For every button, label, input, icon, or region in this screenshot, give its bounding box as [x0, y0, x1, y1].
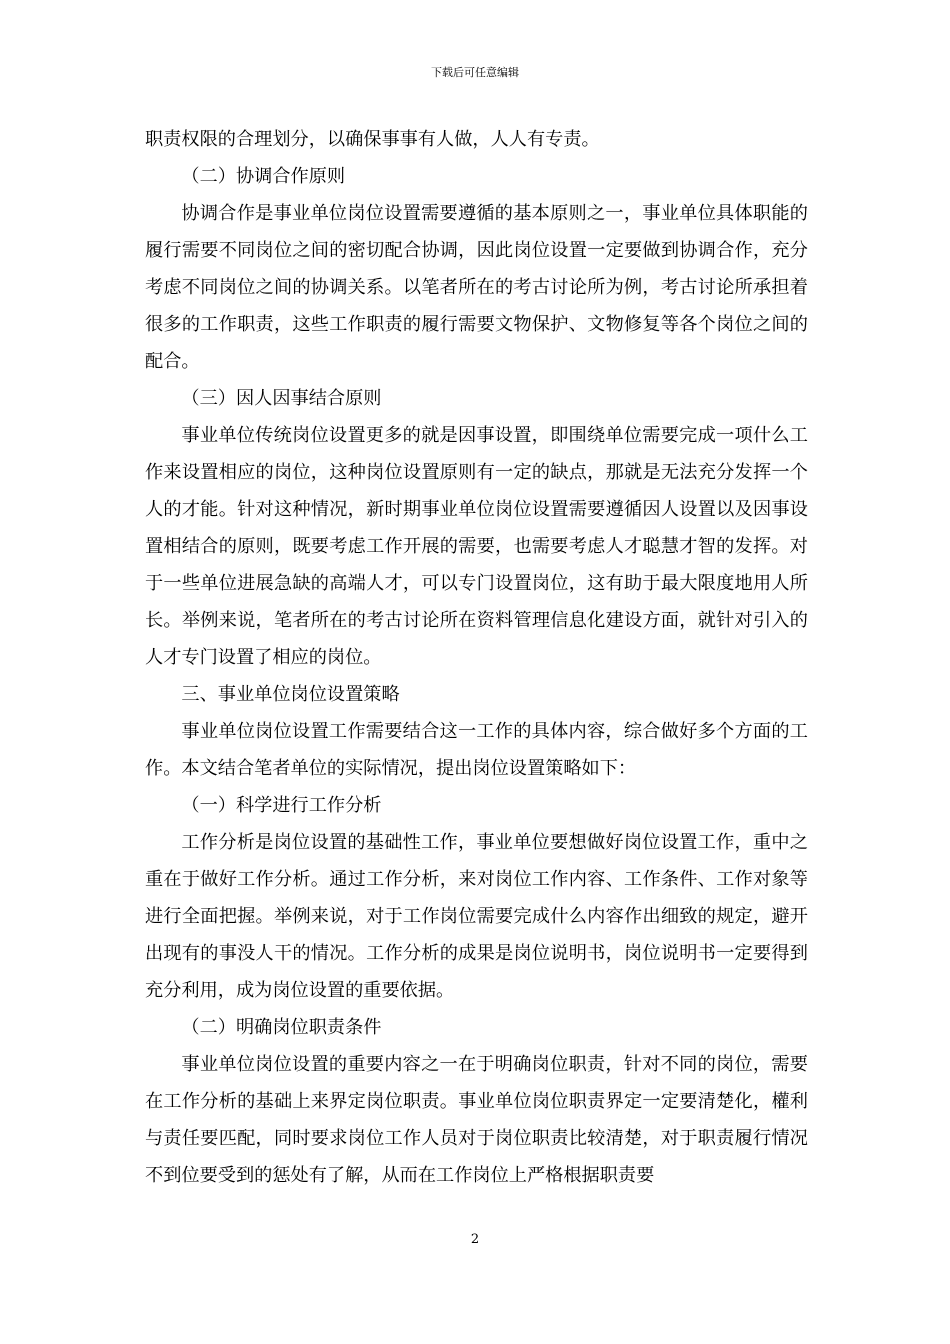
paragraph: 协调合作是事业单位岗位设置需要遵循的基本原则之一，事业单位具体职能的履行需要不同岗位之间的密切配合协调，因此岗位设置一定要做到协调合作，充分考虑不同岗位之间的协调关系。以笔者所在的考古讨论所为例，考古讨论所承担着很多的工作职责，这些工作职责的履行需要文物保护、文物修复等各个岗位之间的配合。: [145, 203, 808, 372]
paragraph-continuation: 职责权限的合理划分，以确保事事有人做，人人有专责。: [145, 129, 600, 150]
section-heading: （三）因人因事结合原则: [181, 388, 382, 409]
section-heading: （一）科学进行工作分析: [181, 795, 382, 816]
paragraph: 事业单位传统岗位设置更多的就是因事设置，即围绕单位需要完成一项什么工作来设置相应的岗位，这种岗位设置原则有一定的缺点，那就是无法充分发挥一个人的才能。针对这种情况，新时期事业单位岗位设置需要遵循因人设置以及因事设置相结合的原则，既要考虑工作开展的需要，也需要考虑人才聪慧才智的发挥。对于一些单位进展急缺的高端人才，可以专门设置岗位，这有助于最大限度地用人所长。举例来说，笔者所在的考古讨论所在资料管理信息化建设方面，就针对引入的人才专门设置了相应的岗位。: [145, 425, 808, 668]
paragraph: 事业单位岗位设置的重要内容之一在于明确岗位职责，针对不同的岗位，需要在工作分析的基础上来界定岗位职责。事业单位岗位职责界定一定要清楚化，權利与责任要匹配，同时要求岗位工作人员对于岗位职责比较清楚，对于职责履行情况不到位要受到的惩处有了解，从而在工作岗位上严格根据职责要: [145, 1054, 808, 1186]
page-header: 下载后可任意编辑: [431, 66, 519, 79]
page-number: 2: [470, 1232, 480, 1247]
section-heading: 三、事业单位岗位设置策略: [181, 684, 400, 705]
section-heading: （二）协调合作原则: [181, 166, 346, 187]
paragraph: 工作分析是岗位设置的基础性工作，事业单位要想做好岗位设置工作，重中之重在于做好工作分析。通过工作分析，来对岗位工作内容、工作条件、工作对象等进行全面把握。举例来说，对于工作岗位需要完成什么内容作出细致的规定，避开出现有的事没人干的情况。工作分析的成果是岗位说明书，岗位说明书一定要得到充分利用，成为岗位设置的重要依据。: [145, 832, 808, 1001]
document-body: [145, 121, 808, 1194]
section-heading: （二）明确岗位职责条件: [181, 1017, 382, 1038]
paragraph: 事业单位岗位设置工作需要结合这一工作的具体内容，综合做好多个方面的工作。本文结合笔者单位的实际情况，提出岗位设置策略如下：: [145, 721, 808, 779]
